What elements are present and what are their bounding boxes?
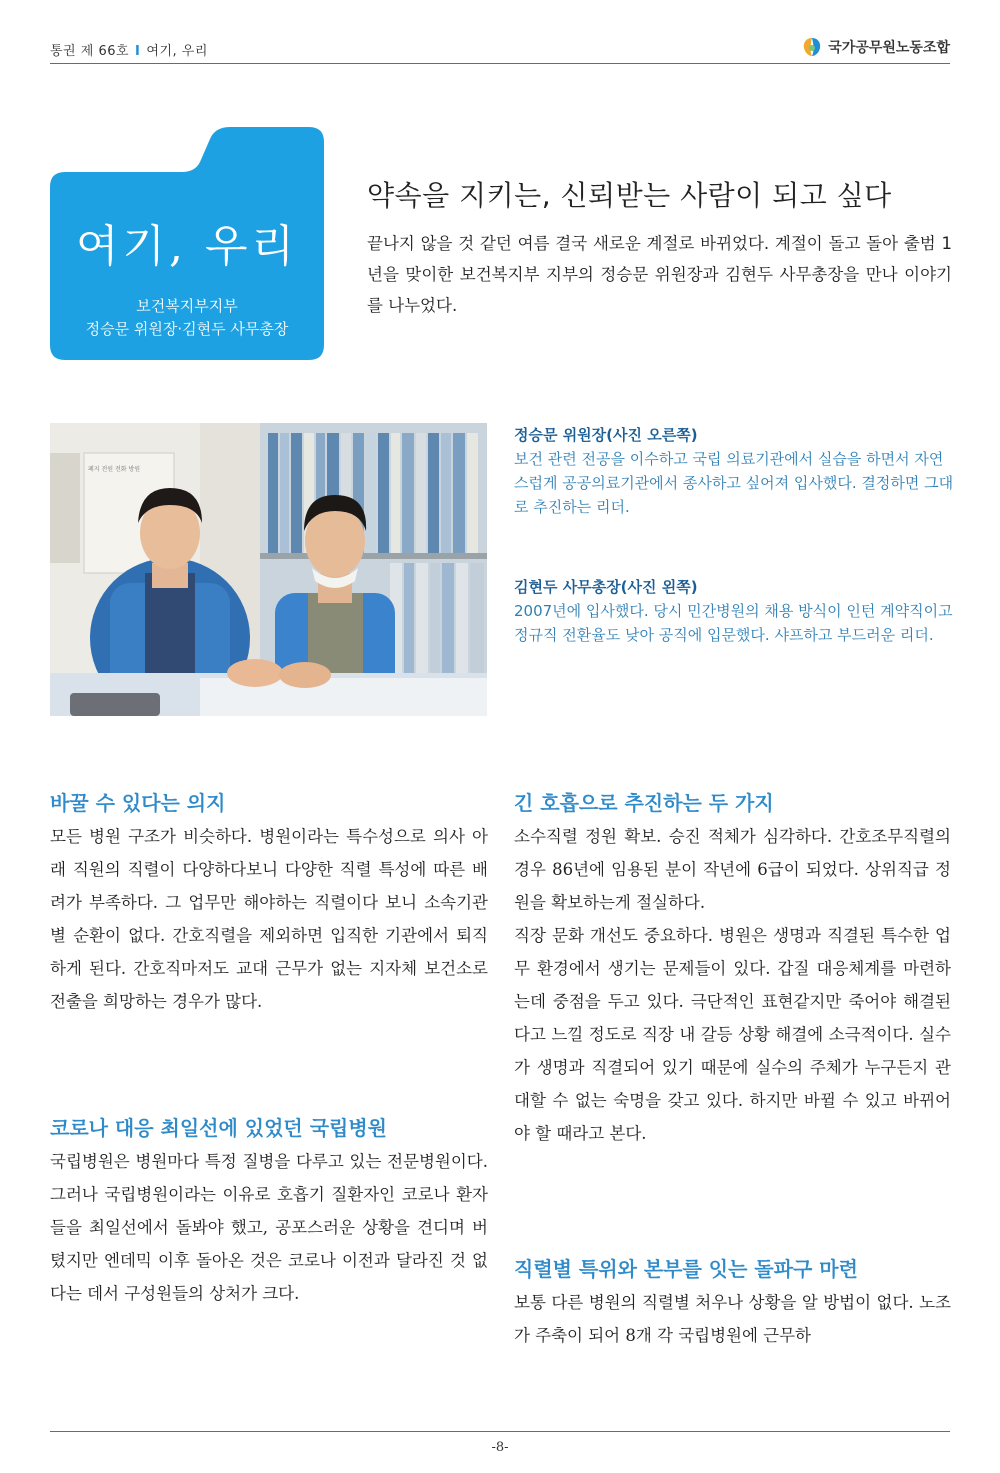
org-logo — [801, 36, 950, 58]
banner-subtitle — [50, 295, 324, 341]
section-title-2: 코로나 대응 최일선에 있었던 국립병원 — [50, 1116, 387, 1140]
interview-photo-illustration — [50, 423, 487, 716]
banner-subtitle-line2: 정승문 위원장·김현두 사무총장 — [85, 320, 289, 338]
section-body-2: 국립병원은 병원마다 특정 질병을 다루고 있는 전문병원이다. 그러나 국립병원이라는 이유로 호흡기 질환자인 코로나 환자들을 최일선에서 돌봐야 했고, 공포스러운 상황을 견디며 버텼지만 엔데믹 이후 돌아온 것은 코로나 이전과 달라진 것 없다는 데서 구성원들의 상처가 크다. — [50, 1152, 488, 1303]
article-headline: 약속을 지키는, 신뢰받는 사람이 되고 싶다 — [367, 179, 892, 212]
section-title-4: 직렬별 특위와 본부를 잇는 돌파구 마련 — [514, 1257, 858, 1281]
banner-title: 여기, 우리 — [76, 221, 298, 272]
footer-divider — [50, 1431, 950, 1432]
banner-subtitle-line1: 보건복지부지부 — [136, 297, 238, 315]
profile-secretary — [514, 575, 954, 647]
section-body-3 — [514, 820, 951, 1150]
union-logo-icon — [801, 36, 823, 58]
header-separator: I — [135, 44, 141, 59]
interview-photo — [50, 423, 487, 716]
poster-text: 폐지 전원 전화 방원 — [88, 466, 141, 473]
section-name: 여기, 우리 — [146, 44, 208, 59]
section-title-3: 긴 호흡으로 추진하는 두 가지 — [514, 791, 774, 815]
article-lead: 끝나지 않을 것 같던 여름 결국 새로운 계절로 바뀌었다. 계절이 돌고 돌아 출범 1년을 맞이한 보건복지부 지부의 정승문 위원장과 김현두 사무총장을 만나 이야기를 나누었다. — [367, 234, 952, 315]
section-body-3-para2: 직장 문화 개선도 중요하다. 병원은 생명과 직결된 특수한 업무 환경에서 생기는 문제들이 있다. 갑질 대응체계를 마련하는데 중점을 두고 있다. 극단적인 표현같지만 죽어야 해결된다고 느낄 정도로 직장 내 갈등 상황 해결에 소극적이다. 실수가 생명과 직결되어 있기 때문에 실수의 주체가 누구든지 관대할 수 없는 숙명을 갖고 있다. 하지만 바뀔 수 있고 바뀌어야 할 때라고 본다. — [514, 926, 951, 1143]
profile-secretary-desc: 2007년에 입사했다. 당시 민간병원의 채용 방식이 인턴 계약직이고 정규직 전환율도 낮아 공직에 입문했다. 샤프하고 부드러운 리더. — [514, 602, 953, 644]
profile-chairman — [514, 423, 954, 519]
profile-secretary-name: 김현두 사무총장(사진 왼쪽) — [514, 578, 698, 596]
section-title-1: 바꿀 수 있다는 의지 — [50, 791, 226, 815]
issue-number: 통권 제 66호 — [50, 44, 130, 59]
section-body-1: 모든 병원 구조가 비슷하다. 병원이라는 특수성으로 의사 아래 직원의 직렬이 다양하다보니 다양한 직렬 특성에 따른 배려가 부족하다. 그 업무만 해야하는 직렬이다 보니 소속기관 별 순환이 없다. 간호직렬을 제외하면 입직한 기관에서 퇴직하게 된다. 간호직마저도 교대 근무가 없는 지자체 보건소로 전출을 희망하는 경우가 많다. — [50, 827, 488, 1011]
profile-chairman-desc: 보건 관련 전공을 이수하고 국립 의료기관에서 실습을 하면서 자연스럽게 공공의료기관에서 종사하고 싶어져 입사했다. 결정하면 그대로 추진하는 리더. — [514, 450, 954, 516]
issue-header — [50, 40, 208, 59]
section-body-3-para1: 소수직렬 정원 확보. 승진 적체가 심각하다. 간호조무직렬의 경우 86년에 임용된 분이 작년에 6급이 되었다. 상위직급 정원을 확보하는게 절실하다. — [514, 827, 951, 912]
page-number: -8- — [491, 1440, 509, 1455]
org-name: 국가공무원노동조합 — [828, 40, 950, 56]
section-body-4: 보통 다른 병원의 직렬별 처우나 상황을 알 방법이 없다. 노조가 주축이 되어 8개 각 국립병원에 근무하 — [514, 1293, 951, 1345]
profile-chairman-name: 정승문 위원장(사진 오른쪽) — [514, 426, 698, 444]
header-divider — [50, 63, 950, 64]
